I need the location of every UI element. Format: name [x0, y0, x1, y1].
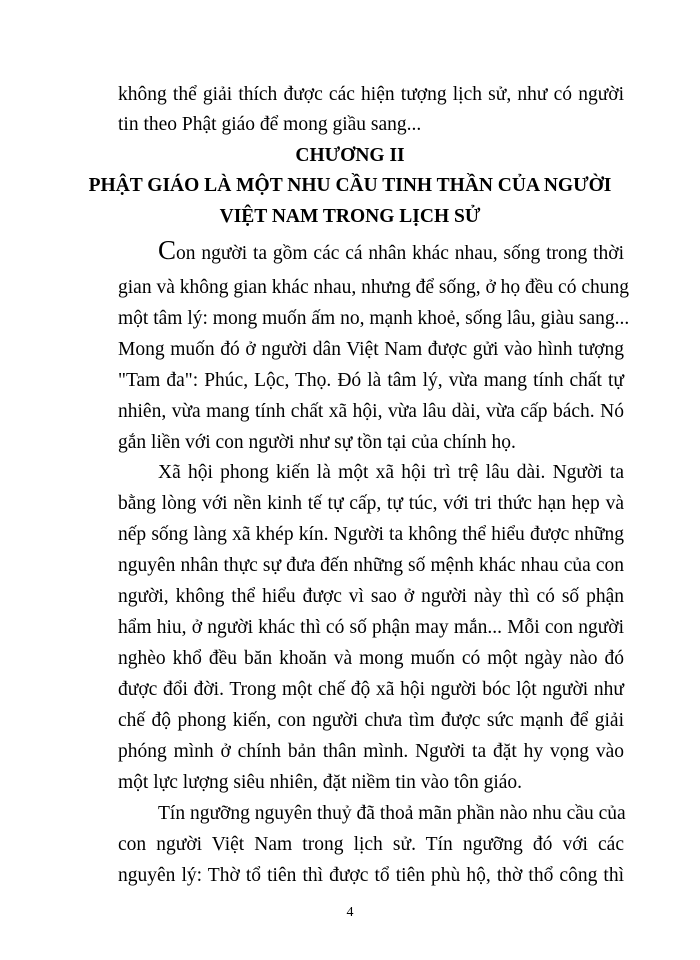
body-text-line: nhiên, vừa mang tính chất xã hội, vừa lâu dài, vừa cấp bách. Nó — [118, 401, 624, 422]
body-text-line: một tâm lý: mong muốn ấm no, mạnh khoẻ, sống lâu, giàu sang... — [118, 308, 630, 329]
body-text-line: không thể giải thích được các hiện tượng lịch sử, như có người — [118, 84, 624, 105]
body-text-line: Mong muốn đó ở người dân Việt Nam được gửi vào hình tượng — [118, 339, 624, 360]
body-text-line: nghèo khổ đều băn khoăn và mong muốn có một ngày nào đó — [118, 648, 624, 669]
body-text-line: gian và không gian khác nhau, nhưng để sống, ở họ đều có chung — [118, 277, 629, 298]
body-text-line: bằng lòng với nền kinh tế tự cấp, tự túc, với tri thức hạn hẹp và — [118, 493, 624, 514]
body-text-line: nếp sống làng xã khép kín. Người ta không thể hiểu được những — [118, 524, 624, 545]
body-text-line: nguyên nhân thực sự đưa đến những số mệnh khác nhau của con — [118, 555, 624, 576]
body-text-line: Xã hội phong kiến là một xã hội trì trệ lâu dài. Người ta — [158, 462, 624, 483]
body-text-line: chế độ phong kiến, con người chưa tìm được sức mạnh để giải — [118, 710, 624, 731]
body-text-line: được đổi đời. Trong một chế độ xã hội người bóc lột người như — [118, 679, 624, 700]
page-number: 4 — [346, 905, 354, 920]
body-text-line: nguyên lý: Thờ tổ tiên thì được tổ tiên phù hộ, thờ thổ công thì — [118, 865, 624, 886]
body-text-line: phóng mình ở chính bản thân mình. Người ta đặt hy vọng vào — [118, 741, 624, 762]
body-text-line: gắn liền với con người như sự tồn tại của chính họ. — [118, 432, 516, 453]
chapter-title-line-2: VIỆT NAM TRONG LỊCH SỬ — [219, 206, 481, 227]
first-line-text: on người ta gồm các cá nhân khác nhau, sống trong thời — [176, 243, 624, 264]
body-text-line: con người Việt Nam trong lịch sử. Tín ngưỡng đó với các — [118, 834, 624, 855]
paragraph-first-line — [158, 235, 624, 266]
body-text-line: "Tam đa": Phúc, Lộc, Thọ. Đó là tâm lý, vừa mang tính chất tự — [118, 370, 624, 391]
body-text-line: người, không thể hiểu được vì sao ở người này thì có số phận — [118, 586, 624, 607]
body-text-line: tin theo Phật giáo để mong giầu sang... — [118, 114, 422, 135]
body-text-line: hẩm hiu, ở người khác thì có số phận may mắn... Mỗi con người — [118, 617, 624, 638]
chapter-title-line-1: PHẬT GIÁO LÀ MỘT NHU CẦU TINH THẦN CỦA NGƯỜI — [88, 175, 612, 196]
body-text-line: một lực lượng siêu nhiên, đặt niềm tin vào tôn giáo. — [118, 772, 523, 793]
chapter-label: CHƯƠNG II — [295, 145, 405, 166]
body-text-line: Tín ngưỡng nguyên thuỷ đã thoả mãn phần nào nhu cầu của — [158, 803, 626, 824]
drop-cap: C — [158, 235, 177, 265]
